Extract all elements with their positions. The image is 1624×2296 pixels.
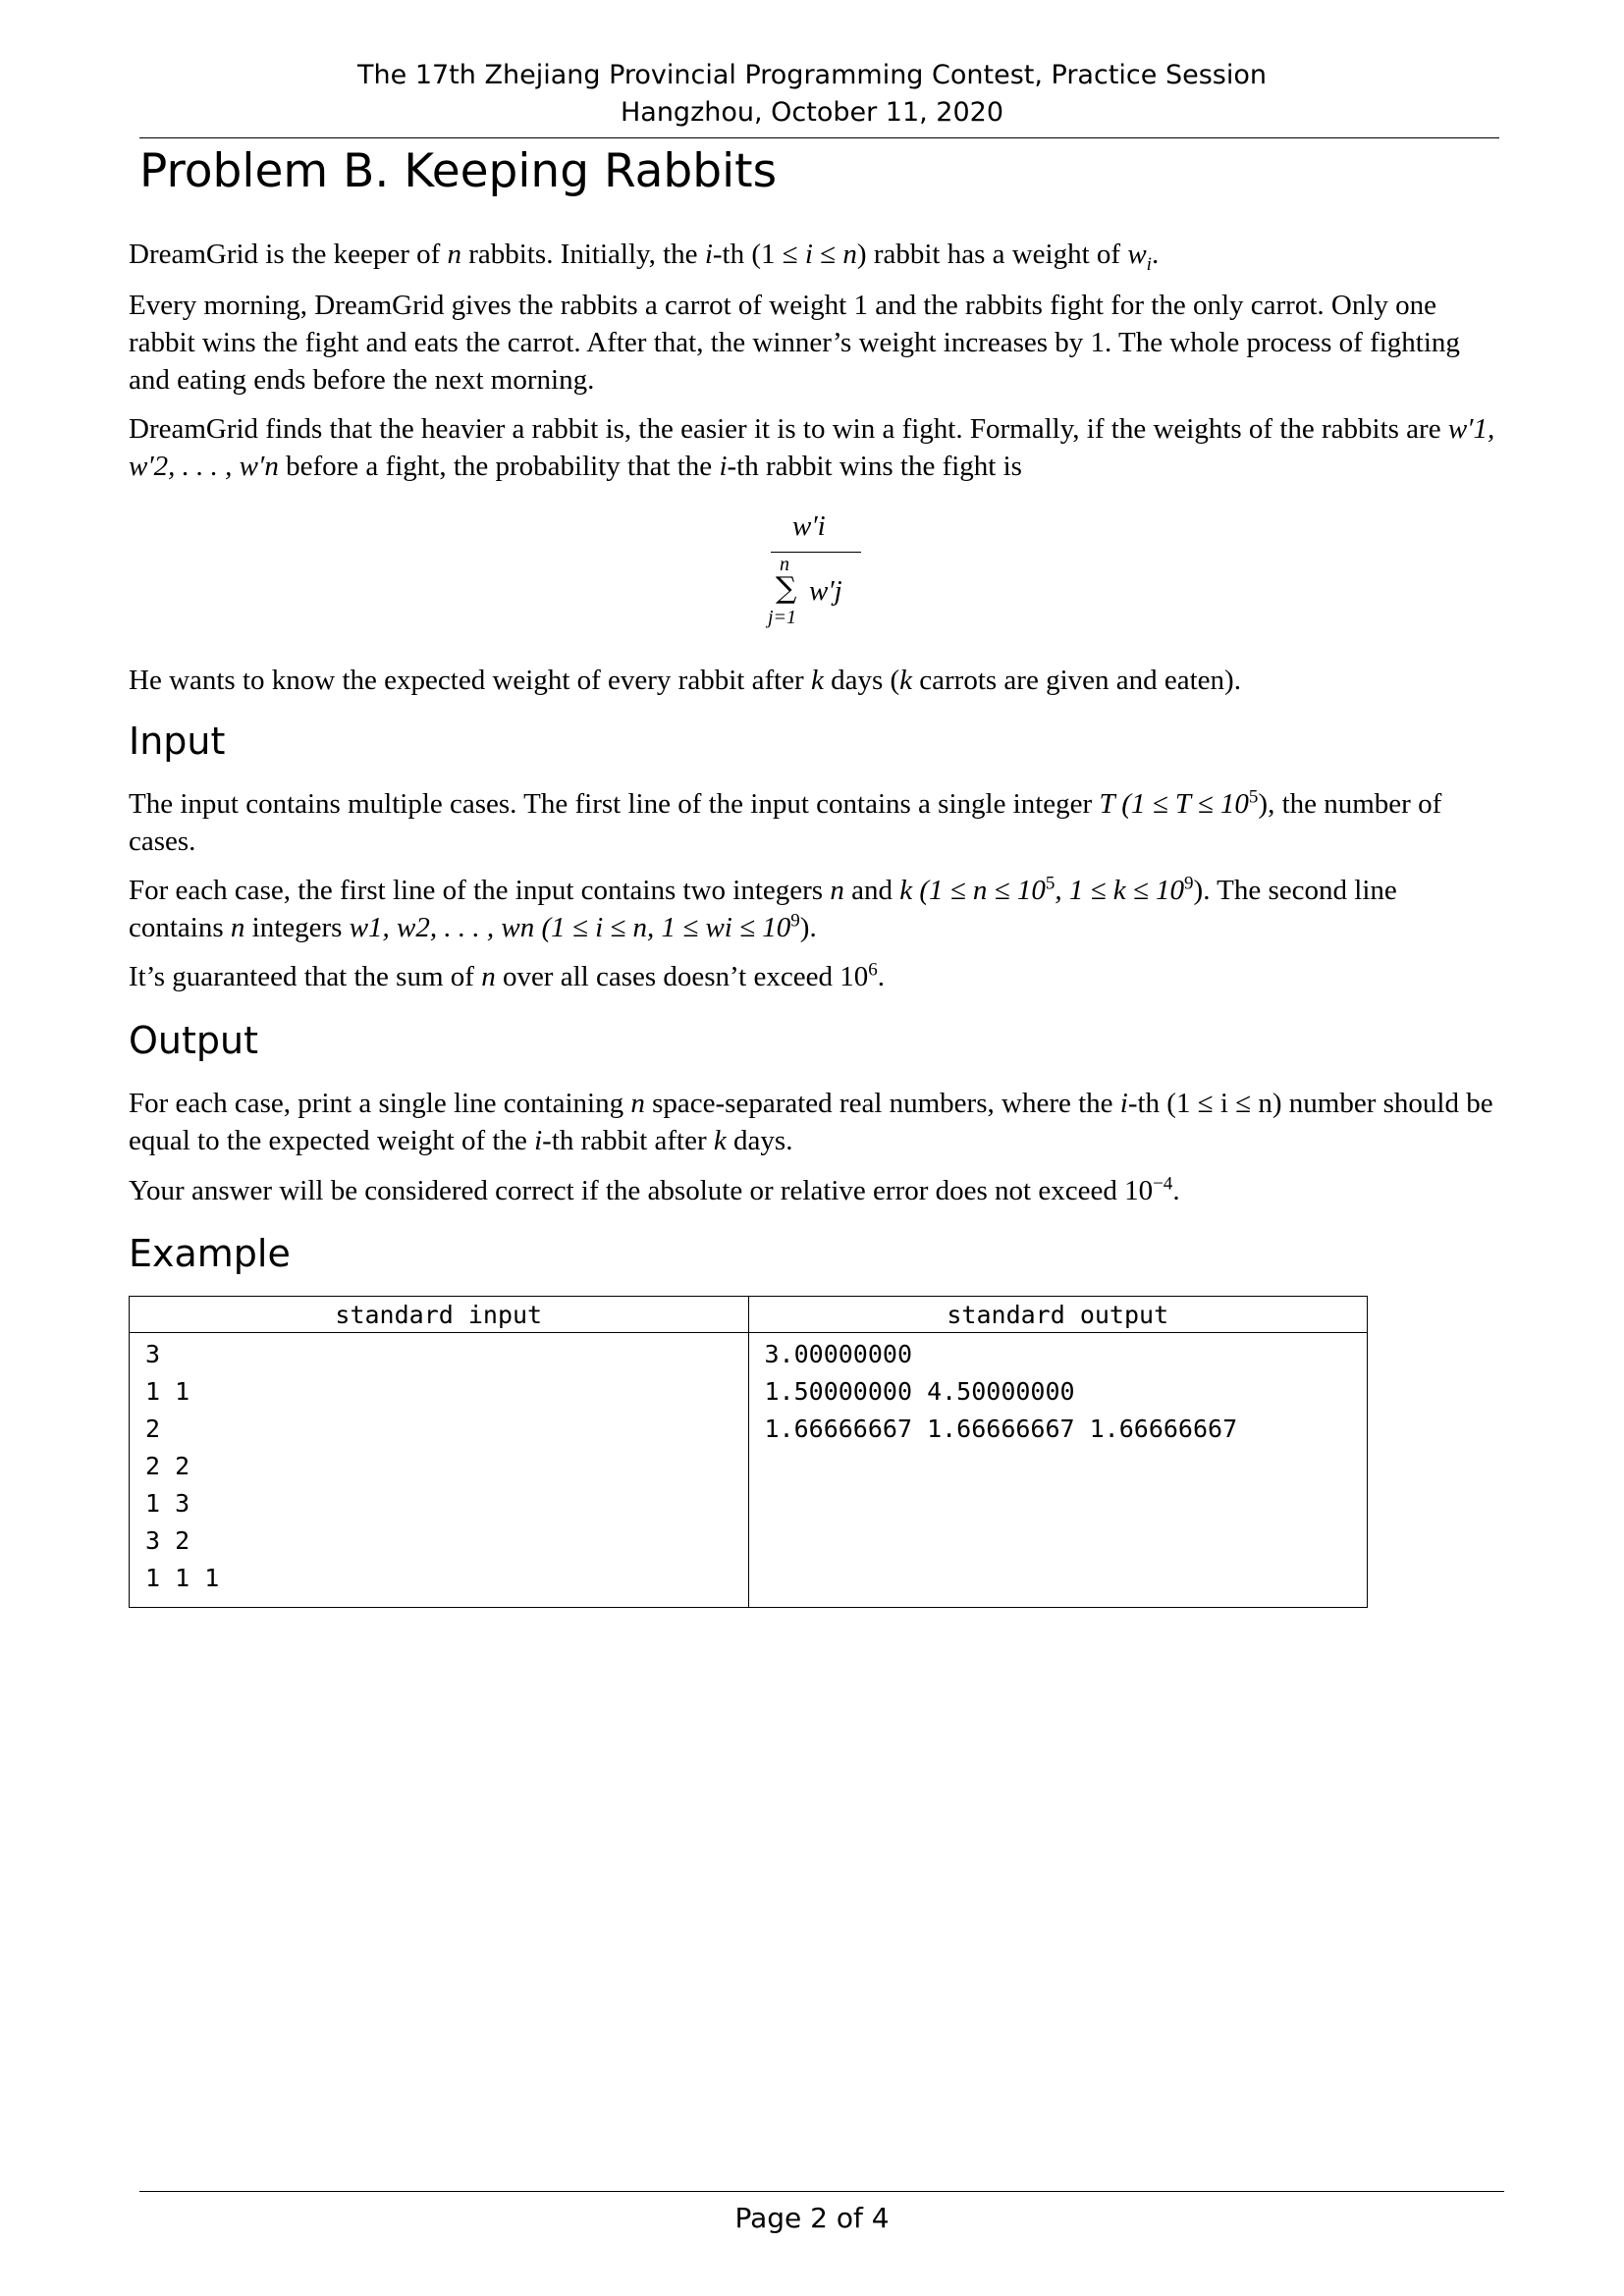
input-line: 1 1 [145,1377,190,1406]
input-line: 2 [145,1415,161,1443]
formula-term: w′j [809,575,842,607]
example-output-cell [748,1333,1368,1608]
formula-sigma: ∑ [776,571,797,606]
page-header [0,57,1624,132]
statement-paragraph-1: DreamGrid is the keeper of n rabbits. Initially, the i-th (1 ≤ i ≤ n) rabbit has a weight of $w_i$. [129,239,1160,275]
input-heading: Input [129,720,226,763]
statement-paragraph-2: Every morning, DreamGrid gives the rabbits a carrot of weight 1 and the rabbits fight for the only carrot. Only one rabbit wins the fight and eats the carrot. After that, the winner’s weight increases by 1. The whole process of fighting and eating ends before the next morning. [129,290,1460,396]
col-standard-input: standard input [130,1297,749,1333]
formula-sum-lower: j=1 [768,607,797,628]
input-line: 3 [145,1340,161,1368]
input-line: 1 1 1 [145,1564,220,1592]
output-line: 1.50000000 4.50000000 [764,1377,1075,1406]
output-paragraph-1: For each case, print a single line containing n space-separated real numbers, where the i-th (1 ≤ i ≤ n) number should be equal to the expected weight of the i-th rabbit after k days. [129,1088,1493,1156]
col-standard-output: standard output [748,1297,1368,1333]
statement-paragraph-4: He wants to know the expected weight of every rabbit after k days (k carrots are given and eaten). [129,665,1241,696]
footer-rule [139,2191,1504,2192]
header-date-location: Hangzhou, October 11, 2020 [620,97,1004,128]
formula-fraction-bar [771,552,861,553]
input-paragraph-3: It’s guaranteed that the sum of n over all cases doesn’t exceed $10^6$. [129,959,885,992]
output-paragraph-2: Your answer will be considered correct if the absolute or relative error does not exceed $10^{-4}$. [129,1173,1180,1206]
input-paragraph-2: For each case, the first line of the input contains two integers n and k ($1 \le n \le 10^5$, $1 \le k \le 10^9$). The second line contains n integers w1, w2, . . . , wn (1 ≤ i ≤ n, 1 ≤ wi ≤ $10^9$). [129,873,1397,943]
output-line: 1.66666667 1.66666667 1.66666667 [764,1415,1238,1443]
input-line: 3 2 [145,1526,190,1555]
input-line: 1 3 [145,1489,190,1518]
formula-sum-upper: n [780,554,789,575]
page-number: Page 2 of 4 [734,2202,890,2234]
example-input-cell [130,1333,749,1608]
example-table [129,1296,1368,1608]
probability-formula [746,510,864,638]
example-table-header [130,1297,1368,1333]
header-contest-name: The 17th Zhejiang Provincial Programming Contest, Practice Session [357,60,1267,90]
problem-title: Problem B. Keeping Rabbits [139,144,778,198]
header-rule [139,137,1499,138]
formula-numerator: w′i [792,510,826,542]
example-table-body [130,1333,1368,1608]
output-line: 3.00000000 [764,1340,913,1368]
input-line: 2 2 [145,1452,190,1480]
example-heading: Example [129,1232,291,1275]
input-paragraph-1: The input contains multiple cases. The first line of the input contains a single integer T $(1 \le T \le 10^5)$, the number of cases. [129,786,1442,857]
statement-paragraph-3: DreamGrid finds that the heavier a rabbit is, the easier it is to win a fight. Formally, if the weights of the rabbits are w′1, w′2, . . . , w′n before a fight, the probability that the i-th rabbit wins the fight is [129,413,1495,482]
output-heading: Output [129,1019,258,1062]
